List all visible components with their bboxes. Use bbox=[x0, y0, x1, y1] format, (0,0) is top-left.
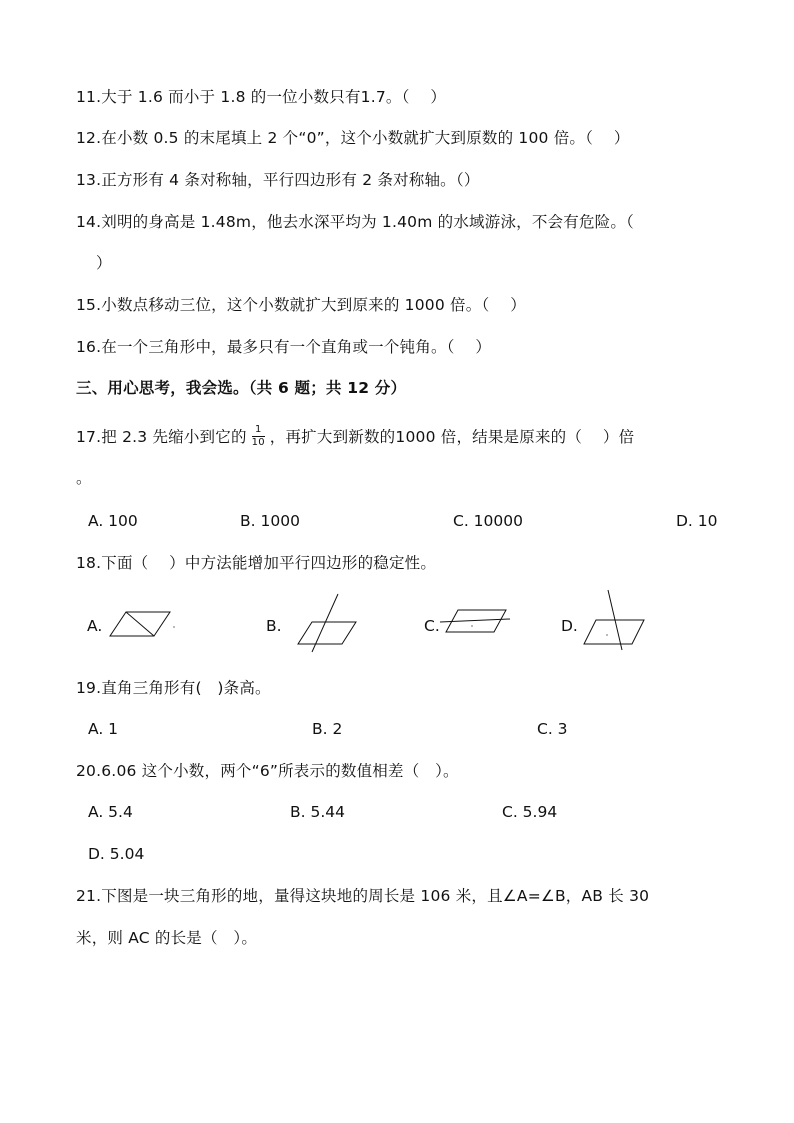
question-21-line2: 米，则 AC 的长是（ ）。 bbox=[76, 929, 258, 947]
q18-figure-a bbox=[106, 608, 178, 640]
question-12: 12.在小数 0.5 的末尾填上 2 个“0”，这个小数就扩大到原数的 100 倍。（ ） bbox=[76, 129, 630, 147]
q19-option-c[interactable]: C. 3 bbox=[537, 720, 568, 738]
q18-option-a[interactable]: A. bbox=[87, 617, 103, 635]
question-20: 20.6.06 这个小数，两个“6”所表示的数值相差（ ）。 bbox=[76, 762, 459, 780]
q18-option-d[interactable]: D. bbox=[561, 617, 578, 635]
q17-option-a[interactable]: A. 100 bbox=[88, 512, 138, 530]
q18-option-c[interactable]: C. bbox=[424, 617, 440, 635]
question-16: 16.在一个三角形中，最多只有一个直角或一个钝角。（ ） bbox=[76, 338, 492, 356]
question-21-line1: 21.下图是一块三角形的地，量得这块地的周长是 106 米，且∠A=∠B，AB 长 30 bbox=[76, 887, 650, 905]
question-14-line1: 14.刘明的身高是 1.48m，他去水深平均为 1.40m 的水域游泳，不会有危险。（ bbox=[76, 213, 635, 231]
q19-option-b[interactable]: B. 2 bbox=[312, 720, 343, 738]
q20-option-b[interactable]: B. 5.44 bbox=[290, 803, 345, 821]
question-13: 13.正方形有 4 条对称轴，平行四边形有 2 条对称轴。（） bbox=[76, 171, 480, 189]
question-15: 15.小数点移动三位，这个小数就扩大到原来的 1000 倍。（ ） bbox=[76, 296, 526, 314]
q20-option-a[interactable]: A. 5.4 bbox=[88, 803, 133, 821]
fraction-numerator: 1 bbox=[252, 425, 265, 437]
section-3-heading: 三、用心思考，我会选。（共 6 题；共 12 分） bbox=[76, 379, 407, 397]
question-17-wrap: 。 bbox=[76, 469, 92, 487]
q19-option-a[interactable]: A. 1 bbox=[88, 720, 119, 738]
fraction-denominator: 10 bbox=[251, 437, 265, 448]
q18-figure-d bbox=[580, 588, 652, 654]
fraction bbox=[252, 425, 265, 448]
question-18: 18.下面（ ）中方法能增加平行四边形的稳定性。 bbox=[76, 554, 437, 572]
question-19: 19.直角三角形有( )条高。 bbox=[76, 679, 271, 697]
question-11: 11.大于 1.6 而小于 1.8 的一位小数只有1.7。（ ） bbox=[76, 88, 447, 106]
q20-option-d[interactable]: D. 5.04 bbox=[88, 845, 145, 863]
q18-figure-c bbox=[438, 604, 514, 638]
q17-option-b[interactable]: B. 1000 bbox=[240, 512, 300, 530]
q17-option-d[interactable]: D. 10 bbox=[676, 512, 718, 530]
q17-option-c[interactable]: C. 10000 bbox=[453, 512, 523, 530]
question-17-text-after: ，再扩大到新数的1000 倍，结果是原来的（ ）倍 bbox=[269, 428, 635, 446]
q18-option-b[interactable]: B. bbox=[266, 617, 282, 635]
question-17 bbox=[76, 426, 634, 449]
q20-option-c[interactable]: C. 5.94 bbox=[502, 803, 558, 821]
q18-figure-b bbox=[290, 592, 362, 656]
question-14-line2: ） bbox=[96, 254, 112, 272]
question-17-text-before: 17.把 2.3 先缩小到它的 bbox=[76, 428, 247, 446]
